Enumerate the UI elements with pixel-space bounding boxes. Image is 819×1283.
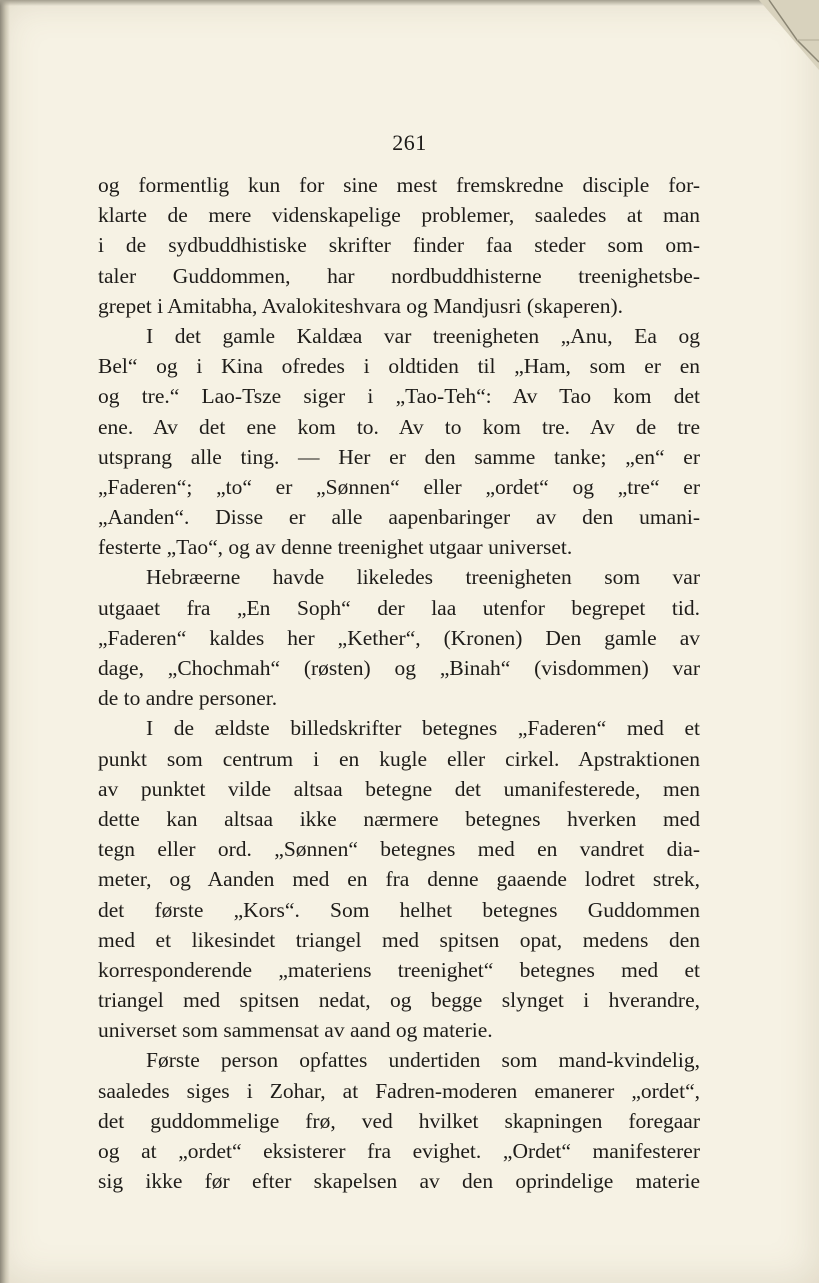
page-left-edge [0,0,10,1283]
text-line: dette kan altsaa ikke nærmere betegnes hverken med [98,806,700,831]
text-line: det første „Kors“. Som helhet betegnes Guddommen [98,897,700,922]
text-line: og formentlig kun for sine mest fremskredne disciple for- [98,173,700,197]
text-line: av punktet vilde altsaa betegne det umanifesterede, men [98,776,700,801]
text-line: „Aanden“. Disse er alle aapenbaringer av den umani- [98,505,700,530]
page-top-edge [0,0,819,6]
text-line: sig ikke før efter skapelsen av den oprindelige materie [98,1169,700,1194]
text-line: „Faderen“ kaldes her „Kether“, (Kronen) Den gamle av [98,625,700,650]
body-text [98,170,700,1196]
page-number: 261 [392,130,427,155]
text-line: Første person opfattes undertiden som mand-kvindelig, [146,1048,700,1073]
text-line: grepet i Amitabha, Avalokiteshvara og Mandjusri (skaperen). [98,293,624,318]
text-line: meter, og Aanden med en fra denne gaaende lodret strek, [98,867,700,892]
text-line: de to andre personer. [98,686,278,711]
text-line: med et likesindet triangel med spitsen opat, medens den [98,927,700,952]
text-line: og tre.“ Lao-Tsze siger i „Tao-Teh“: Av Tao kom det [98,384,700,409]
text-line: I de ældste billedskrifter betegnes „Faderen“ med et [146,716,700,741]
text-line: dage, „Chochmah“ (røsten) og „Binah“ (visdommen) var [98,656,700,680]
text-line: korresponderende „materiens treenighet“ betegnes med et [98,957,700,982]
text-line: universet som sammensat av aand og materie. [98,1018,493,1043]
text-line: det guddommelige frø, ved hvilket skapningen foregaar [98,1108,700,1133]
text-line: „Faderen“; „to“ er „Sønnen“ eller „ordet“ og „tre“ er [98,474,700,499]
text-line: tegn eller ord. „Sønnen“ betegnes med en vandret dia- [98,837,700,862]
text-line: I det gamle Kaldæa var treenigheten „Anu, Ea og [146,323,700,348]
text-line: utgaaet fra „En Soph“ der laa utenfor begrepet tid. [98,595,700,620]
text-line: taler Guddommen, har nordbuddhisterne treenighetsbe- [98,263,700,288]
text-line: festerte „Tao“, og av denne treenighet utgaar universet. [98,535,573,560]
text-line: og at „ordet“ eksisterer fra evighet. „Ordet“ manifesterer [98,1139,700,1163]
text-line: ene. Av det ene kom to. Av to kom tre. Av de tre [98,414,700,439]
text-line: Bel“ og i Kina ofredes i oldtiden til „Ham, som er en [98,354,700,379]
text-line: utsprang alle ting. — Her er den samme tanke; „en“ er [98,444,700,469]
text-line: klarte de mere videnskapelige problemer, saaledes at man [98,203,700,228]
text-line: saaledes siges i Zohar, at Fadren-moderen emanerer „ordet“, [98,1078,700,1103]
text-line: i de sydbuddhistiske skrifter finder faa steder som om- [98,233,700,258]
text-line: Hebræerne havde likeledes treenigheten som var [146,565,700,590]
text-line: triangel med spitsen nedat, og begge slynget i hverandre, [98,988,700,1013]
folded-corner-icon [759,0,819,70]
text-line: punkt som centrum i en kugle eller cirkel. Apstraktionen [98,746,700,771]
